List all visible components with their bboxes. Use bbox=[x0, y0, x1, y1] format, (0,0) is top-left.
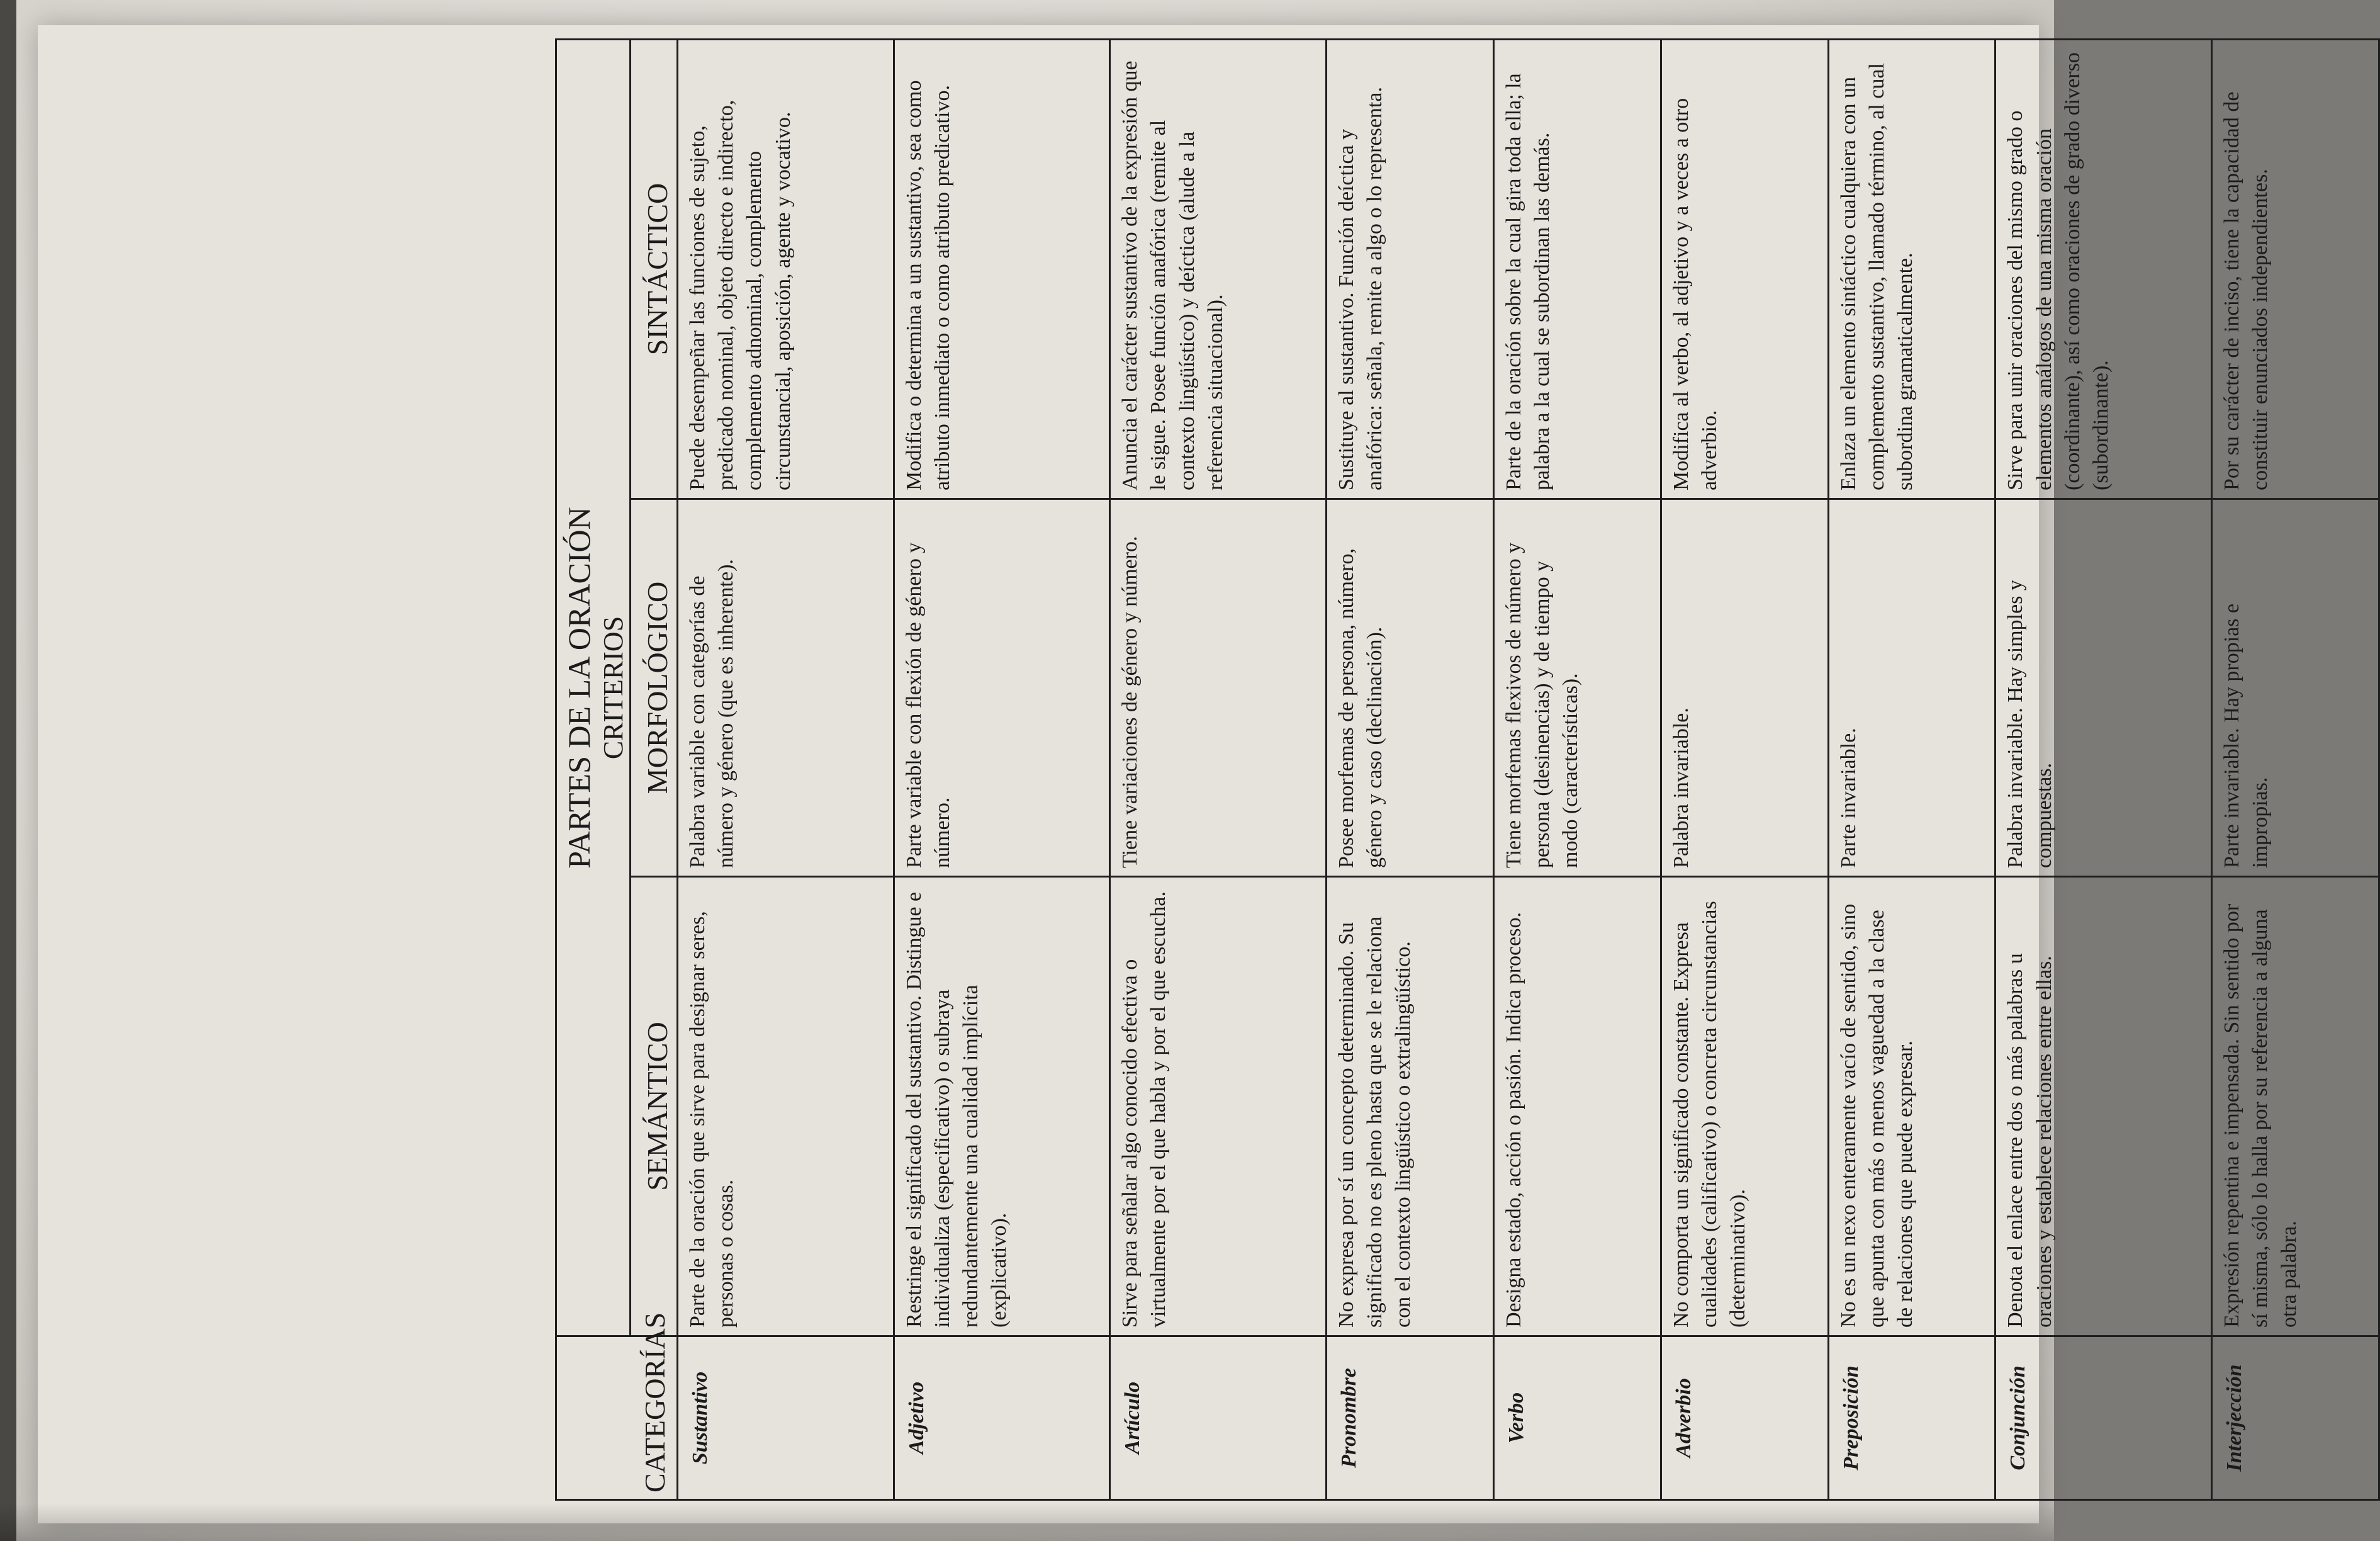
sintactico-cell: Sirve para unir oraciones del mismo grado o elementos análogos de una misma oración (coordinante), así como oraciones de grado diverso (subordinante). bbox=[1995, 39, 2212, 499]
table-row bbox=[894, 39, 1110, 1499]
rotated-table-container bbox=[555, 40, 2380, 1501]
table-row bbox=[1661, 39, 1828, 1499]
table-row bbox=[1110, 39, 1327, 1499]
sintactico-cell: Modifica o determina a un sustantivo, sea como atributo inmediato o como atributo predicativo. bbox=[894, 39, 1110, 499]
semantico-cell: No es un nexo enteramente vacío de sentido, sino que apunta con más o menos vaguedad a la clase de relaciones que puede expresar. bbox=[1828, 877, 1995, 1336]
table-row bbox=[678, 39, 894, 1499]
table-row bbox=[1828, 39, 1995, 1499]
table-row bbox=[1995, 39, 2212, 1499]
table-row bbox=[2212, 39, 2379, 1499]
semantico-header: SEMÁNTICO bbox=[631, 877, 678, 1336]
table-title: PARTES DE LA ORACIÓN bbox=[556, 39, 598, 1336]
table-row bbox=[1493, 39, 1661, 1499]
semantico-cell: No expresa por sí un concepto determinado. Su significado no es pleno hasta que se le relaciona con el contexto lingüístico o extralingüístico. bbox=[1326, 877, 1493, 1336]
category-cell: Interjección bbox=[2212, 1336, 2379, 1500]
morfologico-cell: Palabra variable con categorías de número y género (que es inherente). bbox=[678, 499, 894, 877]
sintactico-cell: Enlaza un elemento sintáctico cualquiera con un complemento sustantivo, llamado término, al cual subordina gramaticalmente. bbox=[1828, 39, 1995, 499]
sintactico-cell: Parte de la oración sobre la cual gira toda ella; la palabra a la cual se subordinan las demás. bbox=[1493, 39, 1661, 499]
sintactico-header: SINTÁCTICO bbox=[631, 39, 678, 499]
category-cell: Preposición bbox=[1828, 1336, 1995, 1500]
morfologico-cell: Parte invariable. bbox=[1828, 499, 1995, 877]
sintactico-cell: Anuncia el carácter sustantivo de la expresión que le sigue. Posee función anafórica (remite al contexto lingüístico) y deíctica (alude a la referencia situacional). bbox=[1110, 39, 1327, 499]
sintactico-cell: Sustituye al sustantivo. Función deíctica y anafórica: señala, remite a algo o lo representa. bbox=[1326, 39, 1493, 499]
category-cell: Adverbio bbox=[1661, 1336, 1828, 1500]
sintactico-cell: Puede desempeñar las funciones de sujeto, predicado nominal, objeto directo e indirecto, complemento adnominal, complemento circunstancial, aposición, agente y vocativo. bbox=[678, 39, 894, 499]
semantico-cell: Parte de la oración que sirve para designar seres, personas o cosas. bbox=[678, 877, 894, 1336]
morfologico-cell: Posee morfemas de persona, número, género y caso (declinación). bbox=[1326, 499, 1493, 877]
semantico-cell: Denota el enlace entre dos o más palabras u oraciones y establece relaciones entre ellas. bbox=[1995, 877, 2212, 1336]
category-cell: Sustantivo bbox=[678, 1336, 894, 1500]
criteria-header: CRITERIOS bbox=[597, 39, 631, 1336]
category-cell: Conjunción bbox=[1995, 1336, 2212, 1500]
category-cell: Pronombre bbox=[1326, 1336, 1493, 1500]
sintactico-cell: Modifica al verbo, al adjetivo y a veces a otro adverbio. bbox=[1661, 39, 1828, 499]
semantico-cell: Sirve para señalar algo conocido efectiva o virtualmente por el que habla y por el que escucha. bbox=[1110, 877, 1327, 1336]
semantico-cell: Restringe el significado del sustantivo. Distingue e individualiza (especificativo) o subraya redundantemente una cualidad implícita (explicativo). bbox=[894, 877, 1110, 1336]
category-cell: Adjetivo bbox=[894, 1336, 1110, 1500]
morfologico-header: MORFOLÓGICO bbox=[631, 499, 678, 877]
morfologico-cell: Tiene variaciones de género y número. bbox=[1110, 499, 1327, 877]
categories-header: CATEGORÍAS bbox=[556, 1336, 678, 1500]
category-cell: Verbo bbox=[1493, 1336, 1661, 1500]
morfologico-cell: Palabra invariable. bbox=[1661, 499, 1828, 877]
partes-oracion-table bbox=[555, 38, 2380, 1501]
morfologico-cell: Parte invariable. Hay propias e impropias. bbox=[2212, 499, 2379, 877]
morfologico-cell: Tiene morfemas flexivos de número y persona (desinencias) y de tiempo y modo (características). bbox=[1493, 499, 1661, 877]
sintactico-cell: Por su carácter de inciso, tiene la capacidad de constituir enunciados independientes. bbox=[2212, 39, 2379, 499]
morfologico-cell: Palabra invariable. Hay simples y compuestas. bbox=[1995, 499, 2212, 877]
category-cell: Artículo bbox=[1110, 1336, 1327, 1500]
semantico-cell: No comporta un significado constante. Expresa cualidades (calificativo) o concreta circunstancias (determinativo). bbox=[1661, 877, 1828, 1336]
semantico-cell: Designa estado, acción o pasión. Indica proceso. bbox=[1493, 877, 1661, 1336]
table-row bbox=[1326, 39, 1493, 1499]
morfologico-cell: Parte variable con flexión de género y número. bbox=[894, 499, 1110, 877]
binder-edge bbox=[0, 0, 16, 1541]
semantico-cell: Expresión repentina e impensada. Sin sentido por sí misma, sólo lo halla por su referencia a alguna otra palabra. bbox=[2212, 877, 2379, 1336]
bottom-shadow bbox=[0, 1503, 2054, 1541]
